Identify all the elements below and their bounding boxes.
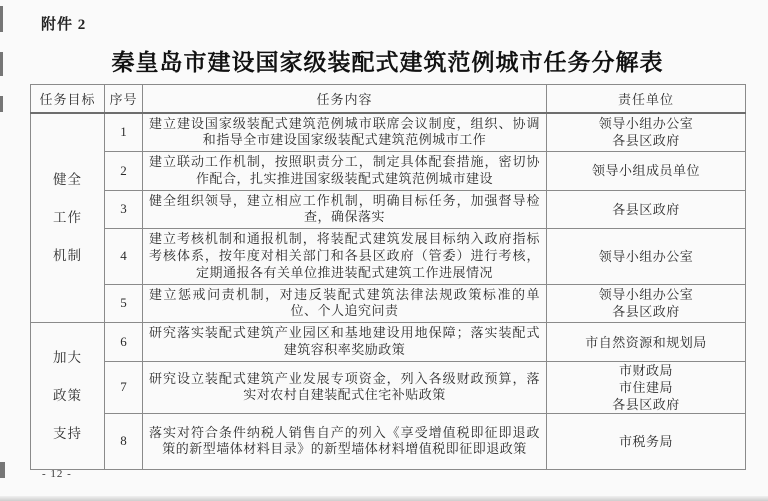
scan-artifact — [0, 96, 3, 112]
table-row — [31, 284, 746, 323]
task-content: 健全组织领导，建立相应工作机制，明确目标任务，加强督导检查，确保落实 — [143, 190, 547, 229]
row-index: 5 — [105, 284, 143, 323]
table-row — [31, 323, 746, 362]
scan-artifact — [0, 6, 3, 32]
table-row — [31, 152, 746, 191]
responsible-unit: 领导小组成员单位 — [547, 152, 746, 191]
row-index: 2 — [105, 152, 143, 191]
responsible-unit: 市税务局 — [547, 413, 746, 469]
page-title: 秦皇岛市建设国家级装配式建筑范例城市任务分解表 — [111, 50, 664, 75]
header-responsible-unit: 责任单位 — [547, 85, 746, 113]
row-index: 8 — [105, 413, 143, 469]
responsible-unit: 领导小组办公室 — [547, 229, 746, 284]
row-index: 7 — [105, 361, 143, 413]
task-content: 建立考核机制和通报机制，将装配式建筑发展目标纳入政府指标考核体系，按年度对相关部门和各县区政府（管委）进行考核，定期通报各有关单位推进装配式建筑工作进展情况 — [143, 229, 547, 284]
table-row — [31, 113, 746, 152]
task-breakdown-table — [30, 84, 746, 470]
task-content: 建立建设国家级装配式建筑范例城市联席会议制度，组织、协调和指导全市建设国家级装配式建筑范例城市工作 — [143, 113, 547, 152]
row-index: 6 — [105, 323, 143, 362]
goal-cell-policy-support: 加大 政策 支持 — [31, 323, 105, 470]
responsible-unit: 市自然资源和规划局 — [547, 323, 746, 362]
responsible-unit: 领导小组办公室 各县区政府 — [547, 284, 746, 323]
header-task-content: 任务内容 — [143, 85, 547, 113]
table-row — [31, 190, 746, 229]
row-index: 3 — [105, 190, 143, 229]
task-content: 落实对符合条件纳税人销售自产的列入《享受增值税即征即退政策的新型墙体材料目录》的新型墙体材料增值税即征即退政策 — [143, 413, 547, 469]
table-row — [31, 361, 746, 413]
scan-artifact — [0, 52, 3, 76]
responsible-unit: 各县区政府 — [547, 190, 746, 229]
task-content: 研究落实装配式建筑产业园区和基地建设用地保障；落实装配式建筑容积率奖励政策 — [143, 323, 547, 362]
attachment-label: 附件 2 — [41, 17, 87, 33]
header-task-goal: 任务目标 — [31, 85, 105, 113]
goal-cell-work-mechanism: 健全 工作 机制 — [31, 113, 105, 323]
table-row — [31, 413, 746, 469]
task-content: 研究设立装配式建筑产业发展专项资金，列入各级财政预算，落实对农村自建装配式住宅补贴政策 — [143, 361, 547, 413]
row-index: 1 — [105, 113, 143, 152]
table-row — [31, 229, 746, 284]
task-content: 建立联动工作机制，按照职责分工，制定具体配套措施，密切协作配合，扎实推进国家级装配式建筑范例城市建设 — [143, 152, 547, 191]
responsible-unit: 市财政局 市住建局 各县区政府 — [547, 361, 746, 413]
header-index: 序号 — [105, 85, 143, 113]
responsible-unit: 领导小组办公室 各县区政府 — [547, 113, 746, 152]
scan-artifact — [0, 462, 5, 478]
scan-artifact — [0, 496, 768, 501]
row-index: 4 — [105, 229, 143, 284]
page-number: - 12 - — [42, 468, 72, 480]
task-content: 建立惩戒问责机制，对违反装配式建筑法律法规政策标准的单位、个人追究问责 — [143, 284, 547, 323]
table-header-row — [31, 85, 746, 113]
